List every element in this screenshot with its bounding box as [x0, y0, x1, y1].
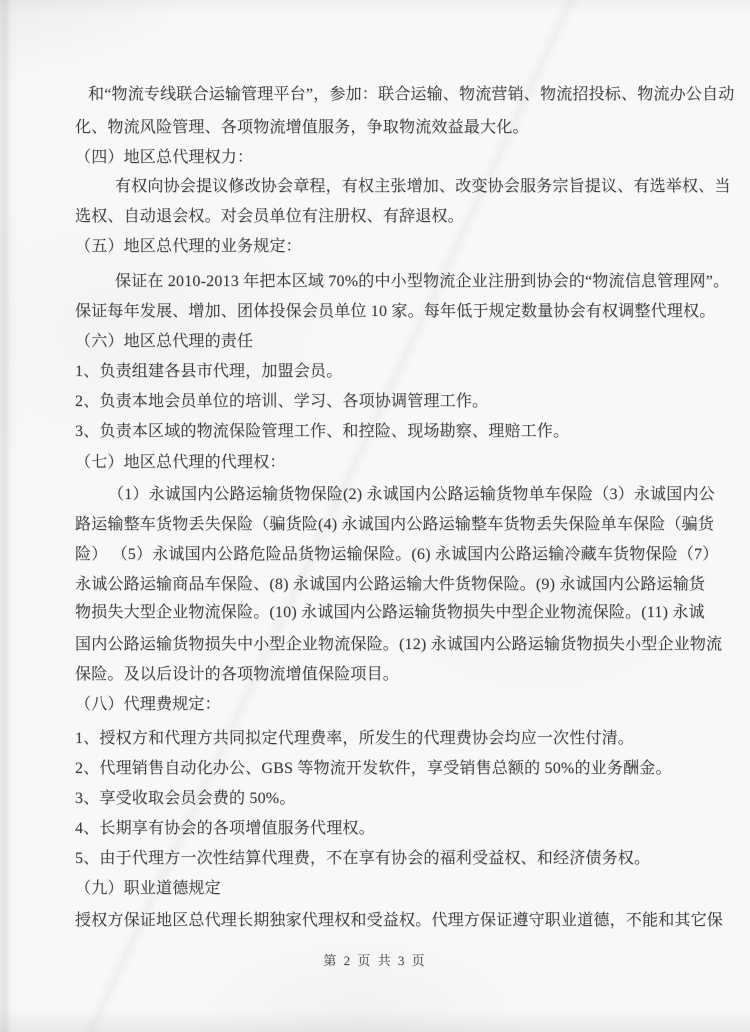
body-line: 保证每年发展、增加、团体投保会员单位 10 家。每年低于规定数量协会有权调整代理权。	[75, 303, 716, 320]
list-item-line: 5、由于代理方一次性结算代理费，不在享有协会的福利受益权、和经济债务权。	[75, 850, 651, 867]
body-line: 路运输整车货物丢失保险（骗货险(4) 永诚国内公路运输整车货物丢失保险单车保险（骗货	[75, 516, 715, 533]
section-heading-8: （八）代理费规定：	[75, 696, 221, 713]
body-line: （1）永诚国内公路运输货物保险(2) 永诚国内公路运输货物单车保险（3）永诚国内公	[108, 486, 715, 503]
list-item-line: 2、代理销售自动化办公、GBS 等物流开发软件，享受销售总额的 50%的业务酬金。	[75, 760, 672, 777]
list-item-line: 3、享受收取会员会费的 50%。	[75, 790, 296, 807]
list-item-line: 1、负责组建各县市代理，加盟会员。	[75, 363, 343, 380]
body-line: 授权方保证地区总代理长期独家代理权和受益权。代理方保证遵守职业道德，不能和其它保	[75, 912, 724, 929]
list-item-line: 3、负责本区域的物流保险管理工作、和控险、现场勘察、理赔工作。	[75, 423, 570, 440]
page-number: 第 2 页 共 3 页	[323, 953, 427, 968]
section-heading-4: （四）地区总代理权力：	[75, 149, 254, 166]
body-line: 物损失大型企业物流保险。(10) 永诚国内公路运输货物损失中型企业物流保险。(11) 永诚	[75, 604, 705, 621]
body-line: 化、物流风险管理、各项物流增值服务，争取物流效益最大化。	[75, 119, 529, 136]
section-heading-5: （五）地区总代理的业务规定：	[75, 238, 302, 255]
list-item-line: 1、授权方和代理方共同拟定代理费率，所发生的代理费协会均应一次性付清。	[75, 730, 635, 747]
body-line: 选权、自动退会权。对会员单位有注册权、有辞退权。	[75, 208, 464, 225]
body-line: 险） （5）永诚国内公路危险品货物运输保险。(6) 永诚国内公路运输冷藏车货物保险（7）	[75, 546, 719, 563]
list-item-line: 2、负责本地会员单位的培训、学习、各项协调管理工作。	[75, 393, 489, 410]
list-item-line: 4、长期享有协会的各项增值服务代理权。	[75, 820, 375, 837]
body-line: 保险。及以后设计的各项物流增值保险项目。	[75, 666, 400, 683]
body-line: 和“物流专线联合运输管理平台”，参加：联合运输、物流营销、物流招投标、物流办公自动	[88, 86, 735, 103]
body-line: 永诚公路运输商品车保险、(8) 永诚国内公路运输大件货物保险。(9) 永诚国内公路运输货	[75, 576, 706, 593]
section-heading-9: （九）职业道德规定	[75, 880, 221, 897]
body-line: 有权向协会提议修改协会章程，有权主张增加、改变协会服务宗旨提议、有选举权、当	[115, 178, 731, 195]
body-line: 保证在 2010-2013 年把本区域 70%的中小型物流企业注册到协会的“物流信息管理网”。	[115, 273, 730, 290]
section-heading-6: （六）地区总代理的责任	[75, 333, 254, 350]
body-line: 国内公路运输货物损失中小型企业物流保险。(12) 永诚国内公路运输货物损失小型企业物流	[75, 636, 723, 653]
section-heading-7: （七）地区总代理的代理权：	[75, 454, 286, 471]
